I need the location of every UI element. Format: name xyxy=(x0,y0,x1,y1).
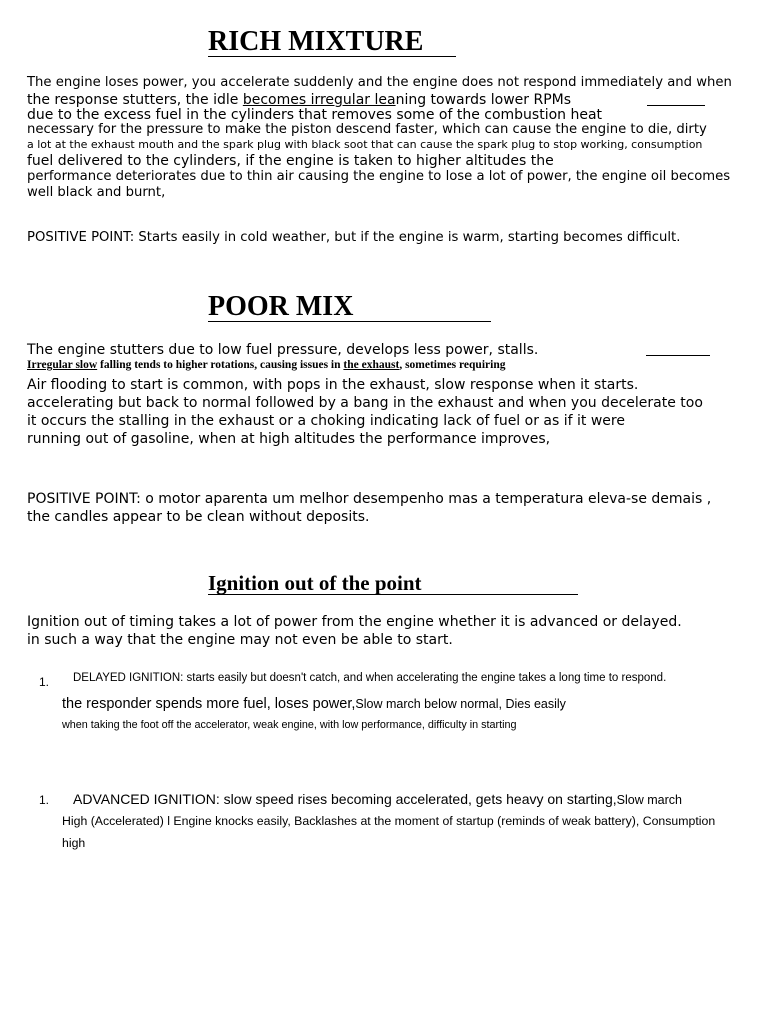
poor-line-5: it occurs the stalling in the exhaust or a choking indicating lack of fuel or as if it were xyxy=(27,413,625,429)
poor-line-6: running out of gasoline, when at high altitudes the performance improves, xyxy=(27,431,551,447)
rich-line-2c: ning towards lower RPMs xyxy=(395,92,572,108)
blank-underline xyxy=(647,105,705,106)
rich-line-2a: the response stutters, the idle xyxy=(27,92,243,108)
rich-line-4: necessary for the pressure to make the piston descend faster, which can cause the engine to die, dirty xyxy=(27,122,707,137)
poor-line-2b: falling tends to higher rotations, causing issues in xyxy=(97,359,344,371)
delayed-line-3: when taking the foot off the accelerator, weak engine, with low performance, difficulty in starting xyxy=(62,719,517,731)
blank-underline xyxy=(646,355,710,356)
rich-line-8: well black and burnt, xyxy=(27,185,166,200)
rich-line-1: The engine loses power, you accelerate suddenly and the engine does not respond immediately and when xyxy=(27,75,732,90)
poor-line-2d: , sometimes requiring xyxy=(399,359,506,371)
ignition-heading: Ignition out of the point xyxy=(208,571,422,595)
heading-underline xyxy=(208,321,491,322)
rich-line-3: due to the excess fuel in the cylinders that removes some of the combustion heat xyxy=(27,107,603,123)
heading-underline xyxy=(208,594,578,595)
rich-line-6: fuel delivered to the cylinders, if the engine is taken to higher altitudes the xyxy=(27,153,554,169)
delayed-line-2b: Slow march below normal, Dies easily xyxy=(355,697,566,711)
poor-positive-point-1: POSITIVE POINT: o motor aparenta um melhor desempenho mas a temperatura eleva-se demais , xyxy=(27,491,712,507)
rich-line-7: performance deteriorates due to thin air causing the engine to lose a lot of power, the engine oil becomes xyxy=(27,169,731,184)
poor-line-2a: Irregular slow xyxy=(27,359,98,371)
heading-underline xyxy=(208,56,456,57)
rich-mixture-heading: RICH MIXTURE xyxy=(208,26,424,57)
ignition-intro-1: Ignition out of timing takes a lot of power from the engine whether it is advanced or delayed. xyxy=(27,614,682,630)
advanced-line-1b: Slow march xyxy=(616,793,682,807)
rich-line-2-underlined: becomes irregular lea xyxy=(242,92,396,108)
delayed-line-1: DELAYED IGNITION: starts easily but doesn't catch, and when accelerating the engine takes a long time to respond. xyxy=(73,672,667,684)
poor-line-2c: the exhaust xyxy=(343,359,400,371)
poor-line-2 xyxy=(27,359,505,371)
poor-line-3: Air flooding to start is common, with pops in the exhaust, slow response when it starts. xyxy=(27,377,639,393)
ignition-intro-2: in such a way that the engine may not even be able to start. xyxy=(27,632,453,648)
delayed-line-2a: the responder spends more fuel, loses power, xyxy=(62,696,356,712)
delayed-line-2 xyxy=(62,695,566,713)
advanced-list-number: 1. xyxy=(39,793,50,807)
advanced-line-1 xyxy=(73,791,682,809)
delayed-list-number: 1. xyxy=(39,675,50,689)
rich-positive-point: POSITIVE POINT: Starts easily in cold weather, but if the engine is warm, starting becomes difficult. xyxy=(27,230,681,245)
advanced-line-3: high xyxy=(62,836,86,850)
poor-mix-heading: POOR MIX xyxy=(208,291,354,322)
advanced-line-2: High (Accelerated) l Engine knocks easily, Backlashes at the moment of startup (reminds of weak battery), Consumption xyxy=(62,814,716,828)
poor-line-1: The engine stutters due to low fuel pressure, develops less power, stalls. xyxy=(27,342,539,358)
advanced-line-1a: ADVANCED IGNITION: slow speed rises becoming accelerated, gets heavy on starting, xyxy=(73,791,617,807)
poor-line-4: accelerating but back to normal followed by a bang in the exhaust and when you decelerate too xyxy=(27,395,703,411)
rich-line-5: a lot at the exhaust mouth and the spark plug with black soot that can cause the spark plug to stop working, consumption xyxy=(27,138,703,151)
rich-line-2 xyxy=(27,92,571,108)
poor-positive-point-2: the candles appear to be clean without deposits. xyxy=(27,509,370,525)
